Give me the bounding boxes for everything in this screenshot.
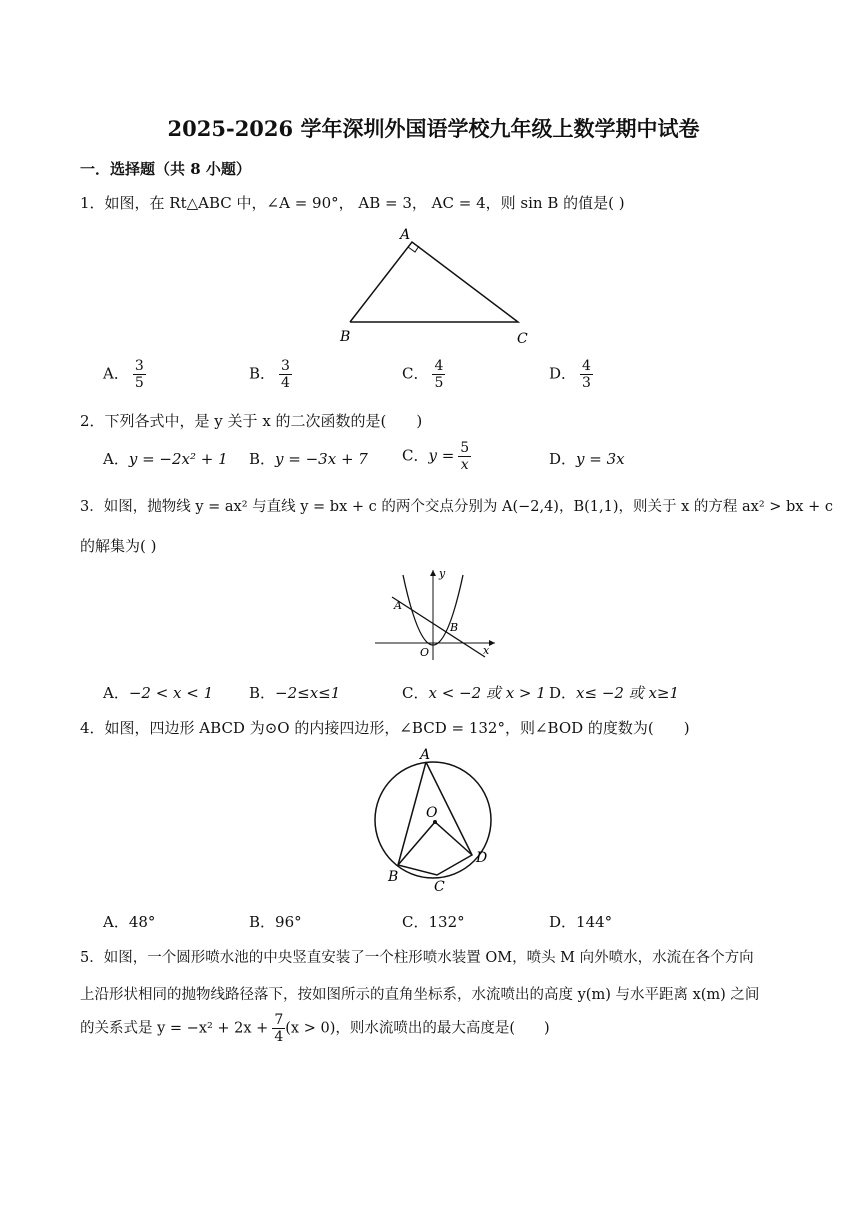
section-heading: 一．选择题（共 8 小题） [80, 160, 251, 178]
q4-option-c[interactable]: C．132° [402, 913, 465, 931]
question-3-line-1: 3．如图，抛物线 y = ax² 与直线 y = bx + c 的两个交点分别为 A(−2,4)，B(1,1)，则关于 x 的方程 ax² > bx + c [80, 499, 833, 515]
q3-option-d[interactable]: D．x≤ −2 或 x≥1 [549, 684, 680, 702]
q1-option-d[interactable]: D． $\frac{4}{3}$ [549, 358, 591, 391]
question-1-text: 1．如图，在 Rt△ABC 中，∠A = 90°， AB = 3， AC = 4，则 sin B 的值是( ) [80, 194, 625, 212]
label-c: C [517, 331, 528, 347]
q2-option-c[interactable]: C．y = $\frac{5}{x}$ [402, 440, 470, 473]
q2-option-a[interactable]: A．y = −2x² + 1 [103, 450, 228, 468]
y-axis-arrow [430, 570, 436, 576]
question-3-line-2: 的解集为( ) [80, 537, 157, 555]
label-b: B [340, 329, 351, 345]
page-title: 2025-2026 学年深圳外国语学校九年级上数学期中试卷 [167, 116, 700, 141]
q2-option-d[interactable]: D．y = 3x [549, 450, 625, 468]
label-b: B [388, 869, 399, 885]
question-5-line-3: 的关系式是 y = −x² + 2x + $\frac{7}{4}$ (x > 0)，则水流喷出的最大高度是( ) [80, 1012, 550, 1045]
q4-option-d[interactable]: D．144° [549, 913, 613, 931]
question-5-line-2: 上沿形状相同的抛物线路径落下，按如图所示的直角坐标系，水流喷出的高度 y(m) 与水平距离 x(m) 之间 [80, 987, 760, 1003]
central-angle-bod [398, 822, 472, 865]
q2-option-b[interactable]: B．y = −3x + 7 [249, 450, 368, 468]
question-5-line-1: 5．如图，一个圆形喷水池的中央竖直安装了一个柱形喷水装置 OM，喷头 M 向外喷水，水流在各个方向 [80, 950, 754, 966]
label-d: D [476, 850, 488, 866]
q4-option-a[interactable]: A．48° [103, 913, 156, 931]
label-c: C [434, 879, 445, 895]
triangle-abc [350, 242, 518, 322]
x-axis-arrow [489, 640, 495, 646]
label-a: A [400, 227, 411, 243]
q1-triangle-figure [330, 222, 540, 347]
question-4-text: 4．如图，四边形 ABCD 为⊙O 的内接四边形，∠BCD = 132°，则∠BOD 的度数为( ) [80, 719, 690, 737]
q1-option-c[interactable]: C． $\frac{4}{5}$ [402, 358, 444, 391]
label-y: y [439, 567, 446, 580]
label-o: O [420, 646, 430, 659]
q1-option-b[interactable]: B． $\frac{3}{4}$ [249, 358, 290, 391]
label-b: B [450, 621, 459, 634]
q4-circle-figure [365, 745, 505, 895]
q3-graph-figure [370, 565, 500, 665]
label-a: A [420, 747, 431, 763]
q1-option-a[interactable]: A． $\frac{3}{5}$ [103, 358, 144, 391]
label-o: O [426, 805, 438, 821]
label-x: x [483, 644, 490, 657]
question-2-text: 2．下列各式中，是 y 关于 x 的二次函数的是( ) [80, 412, 423, 430]
q3-option-a[interactable]: A．−2 < x < 1 [103, 684, 214, 702]
q4-option-b[interactable]: B．96° [249, 913, 302, 931]
label-a: A [394, 599, 402, 612]
straight-line [392, 597, 485, 657]
q3-option-c[interactable]: C．x < −2 或 x > 1 [402, 684, 546, 702]
q3-option-b[interactable]: B．−2≤x≤1 [249, 684, 341, 702]
